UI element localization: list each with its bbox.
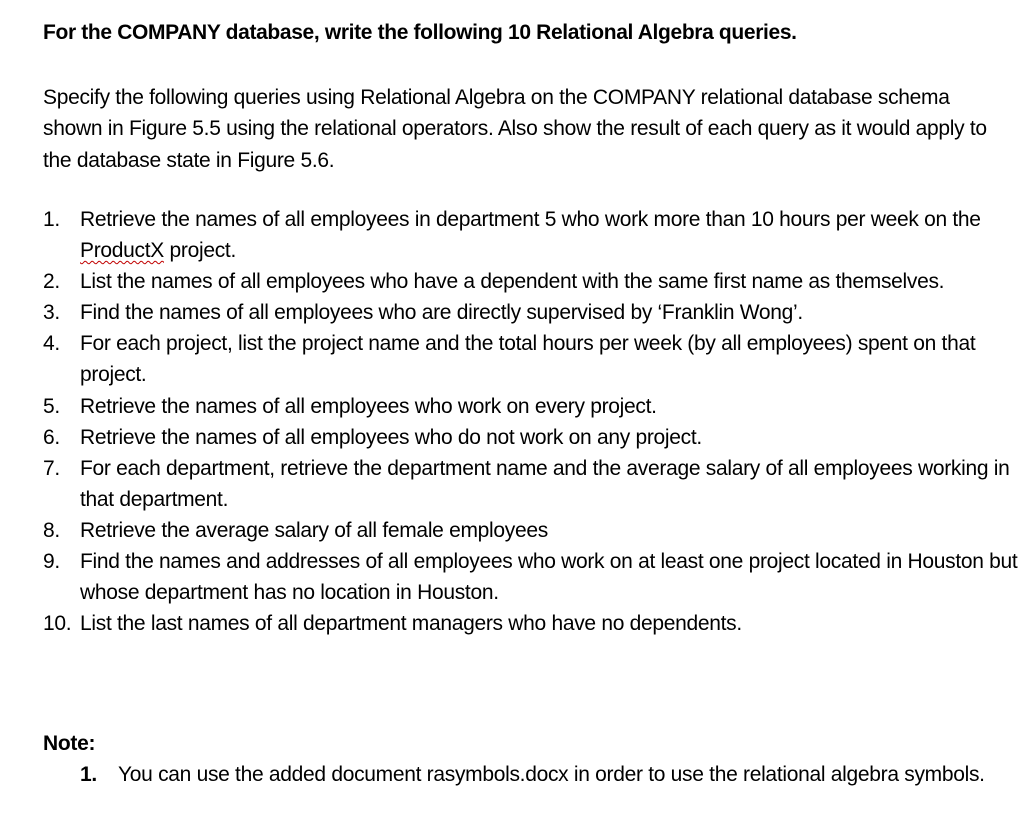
query-item-8	[43, 515, 1018, 546]
query-item-5	[43, 391, 1018, 422]
query-item-6	[43, 422, 1018, 453]
query-list	[43, 204, 1018, 639]
query-text: Find the names and addresses of all employees who work on at least one project located in Houston but whose department has no location in Houston.	[80, 550, 1018, 605]
query-text-part: Retrieve the names of all employees in department 5 who work more than 10 hours per week on the	[80, 208, 981, 231]
query-text: List the last names of all department managers who have no dependents.	[80, 612, 742, 636]
query-item-3	[43, 297, 1018, 328]
query-item-1	[43, 204, 1018, 266]
note-heading: Note:	[43, 732, 96, 755]
query-text: Retrieve the names of all employees who work on every project.	[80, 394, 657, 418]
query-text-part: project.	[163, 239, 236, 263]
query-item-10	[43, 608, 1018, 639]
query-text: For each department, retrieve the department name and the average salary of all employees working in that department.	[80, 456, 1010, 511]
query-number: 2.	[43, 270, 60, 294]
intro-paragraph: Specify the following queries using Relational Algebra on the COMPANY relational database schema shown in Figure 5.5 using the relational operators. Also show the result of each query as it would apply to the database state in Figure 5.6.	[43, 86, 987, 172]
query-text: Find the names of all employees who are directly supervised by ‘Franklin Wong’.	[80, 301, 803, 325]
query-item-4	[43, 328, 1018, 390]
document-title: For the COMPANY database, write the following 10 Relational Algebra queries.	[43, 21, 797, 44]
query-text: For each project, list the project name and the total hours per week (by all employees) spent on that project.	[80, 332, 976, 387]
query-number: 7.	[43, 456, 60, 480]
query-text: List the names of all employees who have a dependent with the same first name as themselves.	[80, 270, 945, 294]
query-number: 10.	[43, 612, 72, 636]
query-number: 1.	[43, 208, 60, 231]
note-item-1	[80, 760, 1015, 791]
query-number: 9.	[43, 550, 60, 574]
note-list	[80, 760, 1015, 791]
query-text: Retrieve the average salary of all female employees	[80, 518, 548, 542]
query-item-9	[43, 546, 1018, 608]
note-number: 1.	[80, 763, 97, 786]
spellcheck-word: ProductX	[80, 239, 164, 263]
note-text: You can use the added document rasymbols.docx in order to use the relational algebra symbols.	[118, 763, 985, 786]
query-item-7	[43, 453, 1018, 515]
query-text: Retrieve the names of all employees who do not work on any project.	[80, 425, 702, 449]
query-text	[80, 204, 1018, 266]
query-item-2	[43, 266, 1018, 297]
query-number: 6.	[43, 425, 60, 449]
query-number: 3.	[43, 301, 60, 325]
query-number: 8.	[43, 518, 60, 542]
query-number: 4.	[43, 332, 60, 356]
query-number: 5.	[43, 394, 60, 418]
